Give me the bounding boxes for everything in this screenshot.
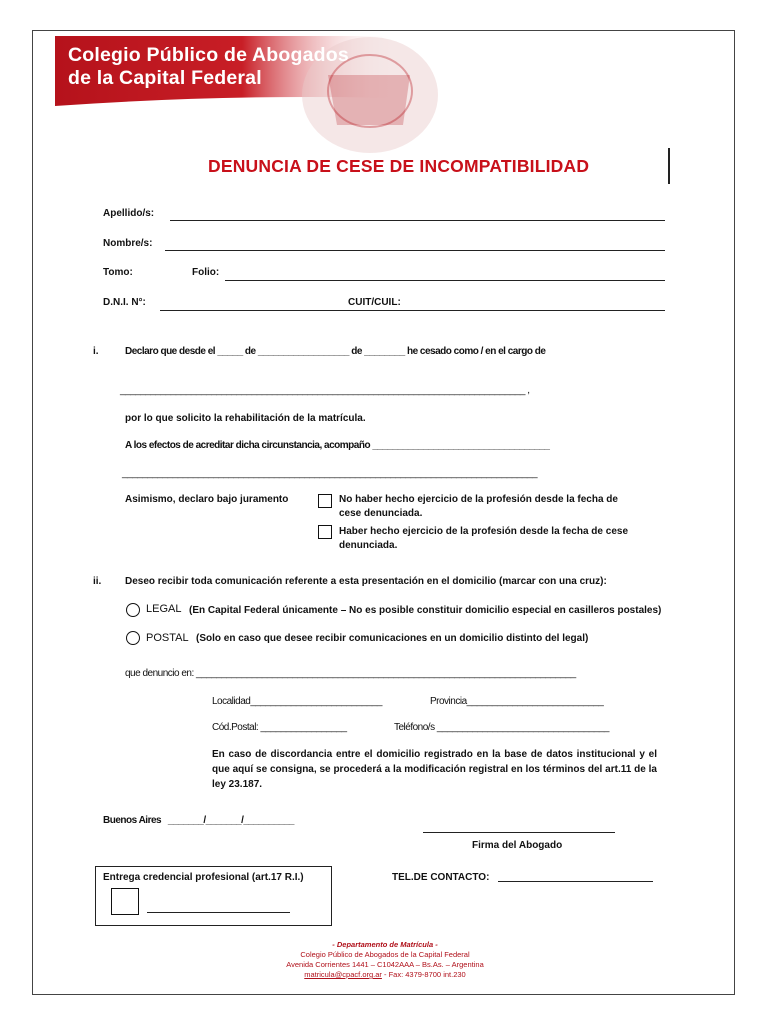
- footer-contact: [0, 970, 770, 980]
- credencial-label: Entrega credencial profesional (art.17 R.I.): [103, 872, 304, 883]
- si-ejercicio-checkbox[interactable]: [318, 525, 332, 539]
- legal-radio[interactable]: [126, 603, 140, 617]
- folio-label: Folio:: [192, 267, 220, 278]
- tel-contacto-field[interactable]: [498, 881, 653, 882]
- tel-contacto-label: TEL.DE CONTACTO:: [392, 872, 490, 883]
- firma-label: Firma del Abogado: [472, 840, 563, 851]
- localidad-line[interactable]: Localidad__________________________: [212, 696, 382, 707]
- nombre-label: Nombre/s:: [103, 238, 153, 249]
- footer-address: Avenida Corrientes 1441 – C1042AAA – Bs.As. – Argentina: [286, 960, 484, 969]
- dni-label: D.N.I. N°:: [103, 297, 146, 308]
- postal-radio[interactable]: [126, 631, 140, 645]
- firma-line[interactable]: [423, 832, 615, 833]
- discordancia-paragraph: En caso de discordancia entre el domicilio registrado en la base de datos institucional y el que aquí se consigna, se procederá a la modificación registral en los términos del art.11 de la ley 23.187.: [212, 749, 657, 790]
- apellido-label: Apellido/s:: [103, 208, 155, 219]
- footer-dept: - Departamento de Matrícula -: [332, 940, 438, 949]
- telefono-line[interactable]: Teléfono/s __________________________________: [394, 722, 609, 733]
- title-bar: [668, 148, 670, 184]
- option2-line1: Haber hecho ejercicio de la profesión desde la fecha de cese: [339, 526, 629, 537]
- efectos-text: A los efectos de acreditar dicha circunstancia, acompaño ___________________________________: [125, 440, 550, 451]
- provincia-line[interactable]: Provincia___________________________: [430, 696, 604, 707]
- legal-note: (En Capital Federal únicamente – No es posible constituir domicilio especial en casilleros postales): [189, 605, 662, 616]
- deseo-text: Deseo recibir toda comunicación referente a esta presentación en el domicilio (marcar con una cruz):: [125, 576, 607, 587]
- acompano-blank-line[interactable]: __________________________________________________________________________________: [122, 468, 538, 479]
- cuit-label: CUIT/CUIL:: [348, 297, 401, 308]
- lugar-fecha[interactable]: Buenos Aires _______/_______/__________: [103, 815, 294, 826]
- codpostal-line[interactable]: Cód.Postal: _________________: [212, 722, 347, 733]
- dni-cuit-field[interactable]: [160, 310, 665, 311]
- credencial-checkbox[interactable]: [111, 888, 139, 915]
- section-i-marker: i.: [93, 346, 99, 357]
- footer-org: Colegio Público de Abogados de la Capital Federal: [300, 950, 470, 959]
- legal-label: LEGAL: [146, 603, 182, 615]
- credencial-line[interactable]: [147, 912, 290, 913]
- solicito-text: por lo que solicito la rehabilitación de la matrícula.: [125, 413, 366, 424]
- denuncio-line[interactable]: que denuncio en: ___________________________________________________________________________: [125, 668, 576, 679]
- tomo-folio-field[interactable]: [225, 280, 665, 281]
- footer-fax: - Fax: 4379-8700 int.230: [381, 970, 466, 979]
- postal-note: (Solo en caso que desee recibir comunicaciones en un domicilio distinto del legal): [196, 633, 589, 644]
- option1-line1: No haber hecho ejercicio de la profesión desde la fecha de: [339, 494, 618, 505]
- cargo-blank-line[interactable]: ________________________________________________________________________________ ,: [120, 385, 530, 396]
- nombre-field[interactable]: [165, 250, 665, 251]
- org-name-line1: Colegio Público de Abogados: [68, 44, 349, 66]
- section-ii-marker: ii.: [93, 576, 102, 587]
- declaro-text: Declaro que desde el _____ de __________________ de ________ he cesado como / en el cargo de: [125, 346, 546, 357]
- footer-email-link[interactable]: matricula@cpacf.org.ar: [304, 970, 382, 979]
- option2-line2: denunciada.: [339, 540, 398, 551]
- postal-label: POSTAL: [146, 632, 189, 644]
- option1-line2: cese denunciada.: [339, 508, 423, 519]
- asimismo-text: Asimismo, declaro bajo juramento: [125, 494, 289, 505]
- apellido-field[interactable]: [170, 220, 665, 221]
- form-title: DENUNCIA DE CESE DE INCOMPATIBILIDAD: [208, 156, 590, 176]
- no-ejercicio-checkbox[interactable]: [318, 494, 332, 508]
- tomo-label: Tomo:: [103, 267, 133, 278]
- org-name-line2: de la Capital Federal: [68, 67, 262, 89]
